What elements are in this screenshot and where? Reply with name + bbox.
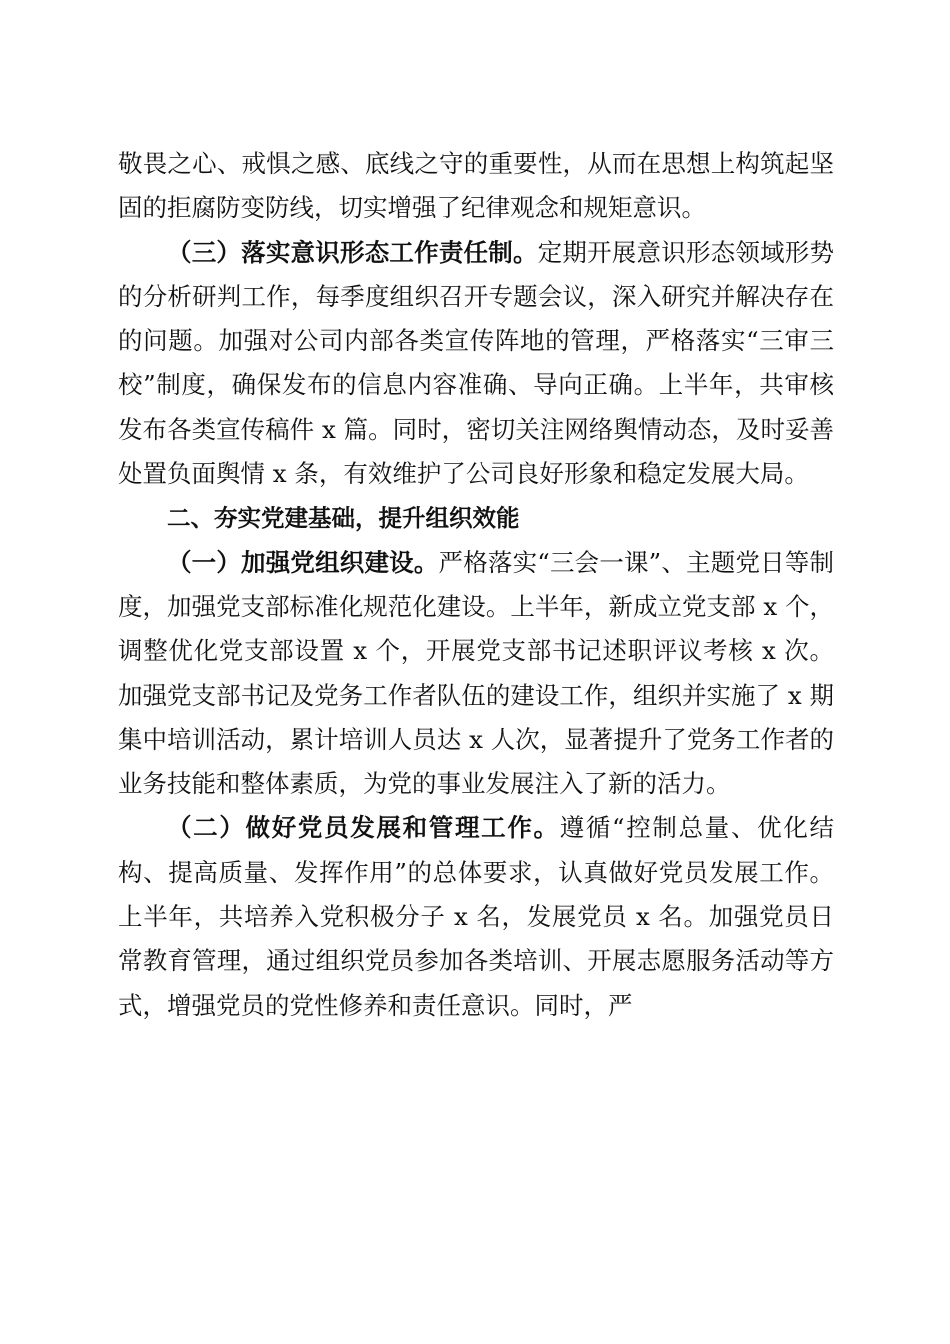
paragraph-text: 遵循“控制总量、优化结构、提高质量、发挥作用”的总体要求，认真做好党员发展工作。上半年，共培养入党积极分子 x 名，发展党员 x 名。加强党员日常教育管理，通过组织党员参加各类培训、开展志愿服务活动等方式，增强党员的党性修养和责任意识。同时，严 bbox=[118, 813, 834, 1020]
paragraph-subsection-1 bbox=[118, 541, 834, 807]
paragraph-text: 定期开展意识形态领域形势的分析研判工作，每季度组织召开专题会议，深入研究并解决存在的问题。加强对公司内部各类宣传阵地的管理，严格落实“三审三校”制度，确保发布的信息内容准确、导向正确。上半年，共审核发布各类宣传稿件 x 篇。同时，密切关注网络舆情动态，及时妥善处置负面舆情 x 条，有效维护了公司良好形象和稳定发展大局。 bbox=[118, 237, 834, 489]
section-heading bbox=[118, 496, 834, 540]
document-body bbox=[118, 142, 834, 1028]
paragraph-text: 敬畏之心、戒惧之感、底线之守的重要性，从而在思想上构筑起坚固的拒腐防变防线，切实增强了纪律观念和规矩意识。 bbox=[118, 149, 834, 223]
subsection-title: （三）落实意识形态工作责任制。 bbox=[167, 237, 538, 267]
paragraph-subsection-3 bbox=[118, 231, 834, 497]
subsection-title: （一）加强党组织建设。 bbox=[167, 547, 439, 577]
paragraph-text: 严格落实“三会一课”、主题党日等制度，加强党支部标准化规范化建设。上半年，新成立党支部 x 个，调整优化党支部设置 x 个，开展党支部书记述职评议考核 x 次。加强党支部书记及党务工作者队伍的建设工作，组织并实施了 x 期集中培训活动，累计培训人员达 x 人次，显著提升了党务工作者的业务技能和整体素质，为党的事业发展注入了新的活力。 bbox=[118, 547, 834, 799]
paragraph-continuation bbox=[118, 142, 834, 231]
subsection-title: （二）做好党员发展和管理工作。 bbox=[167, 813, 560, 843]
section-heading-text: 二、夯实党建基础，提升组织效能 bbox=[167, 504, 520, 533]
paragraph-subsection-2 bbox=[118, 806, 834, 1027]
